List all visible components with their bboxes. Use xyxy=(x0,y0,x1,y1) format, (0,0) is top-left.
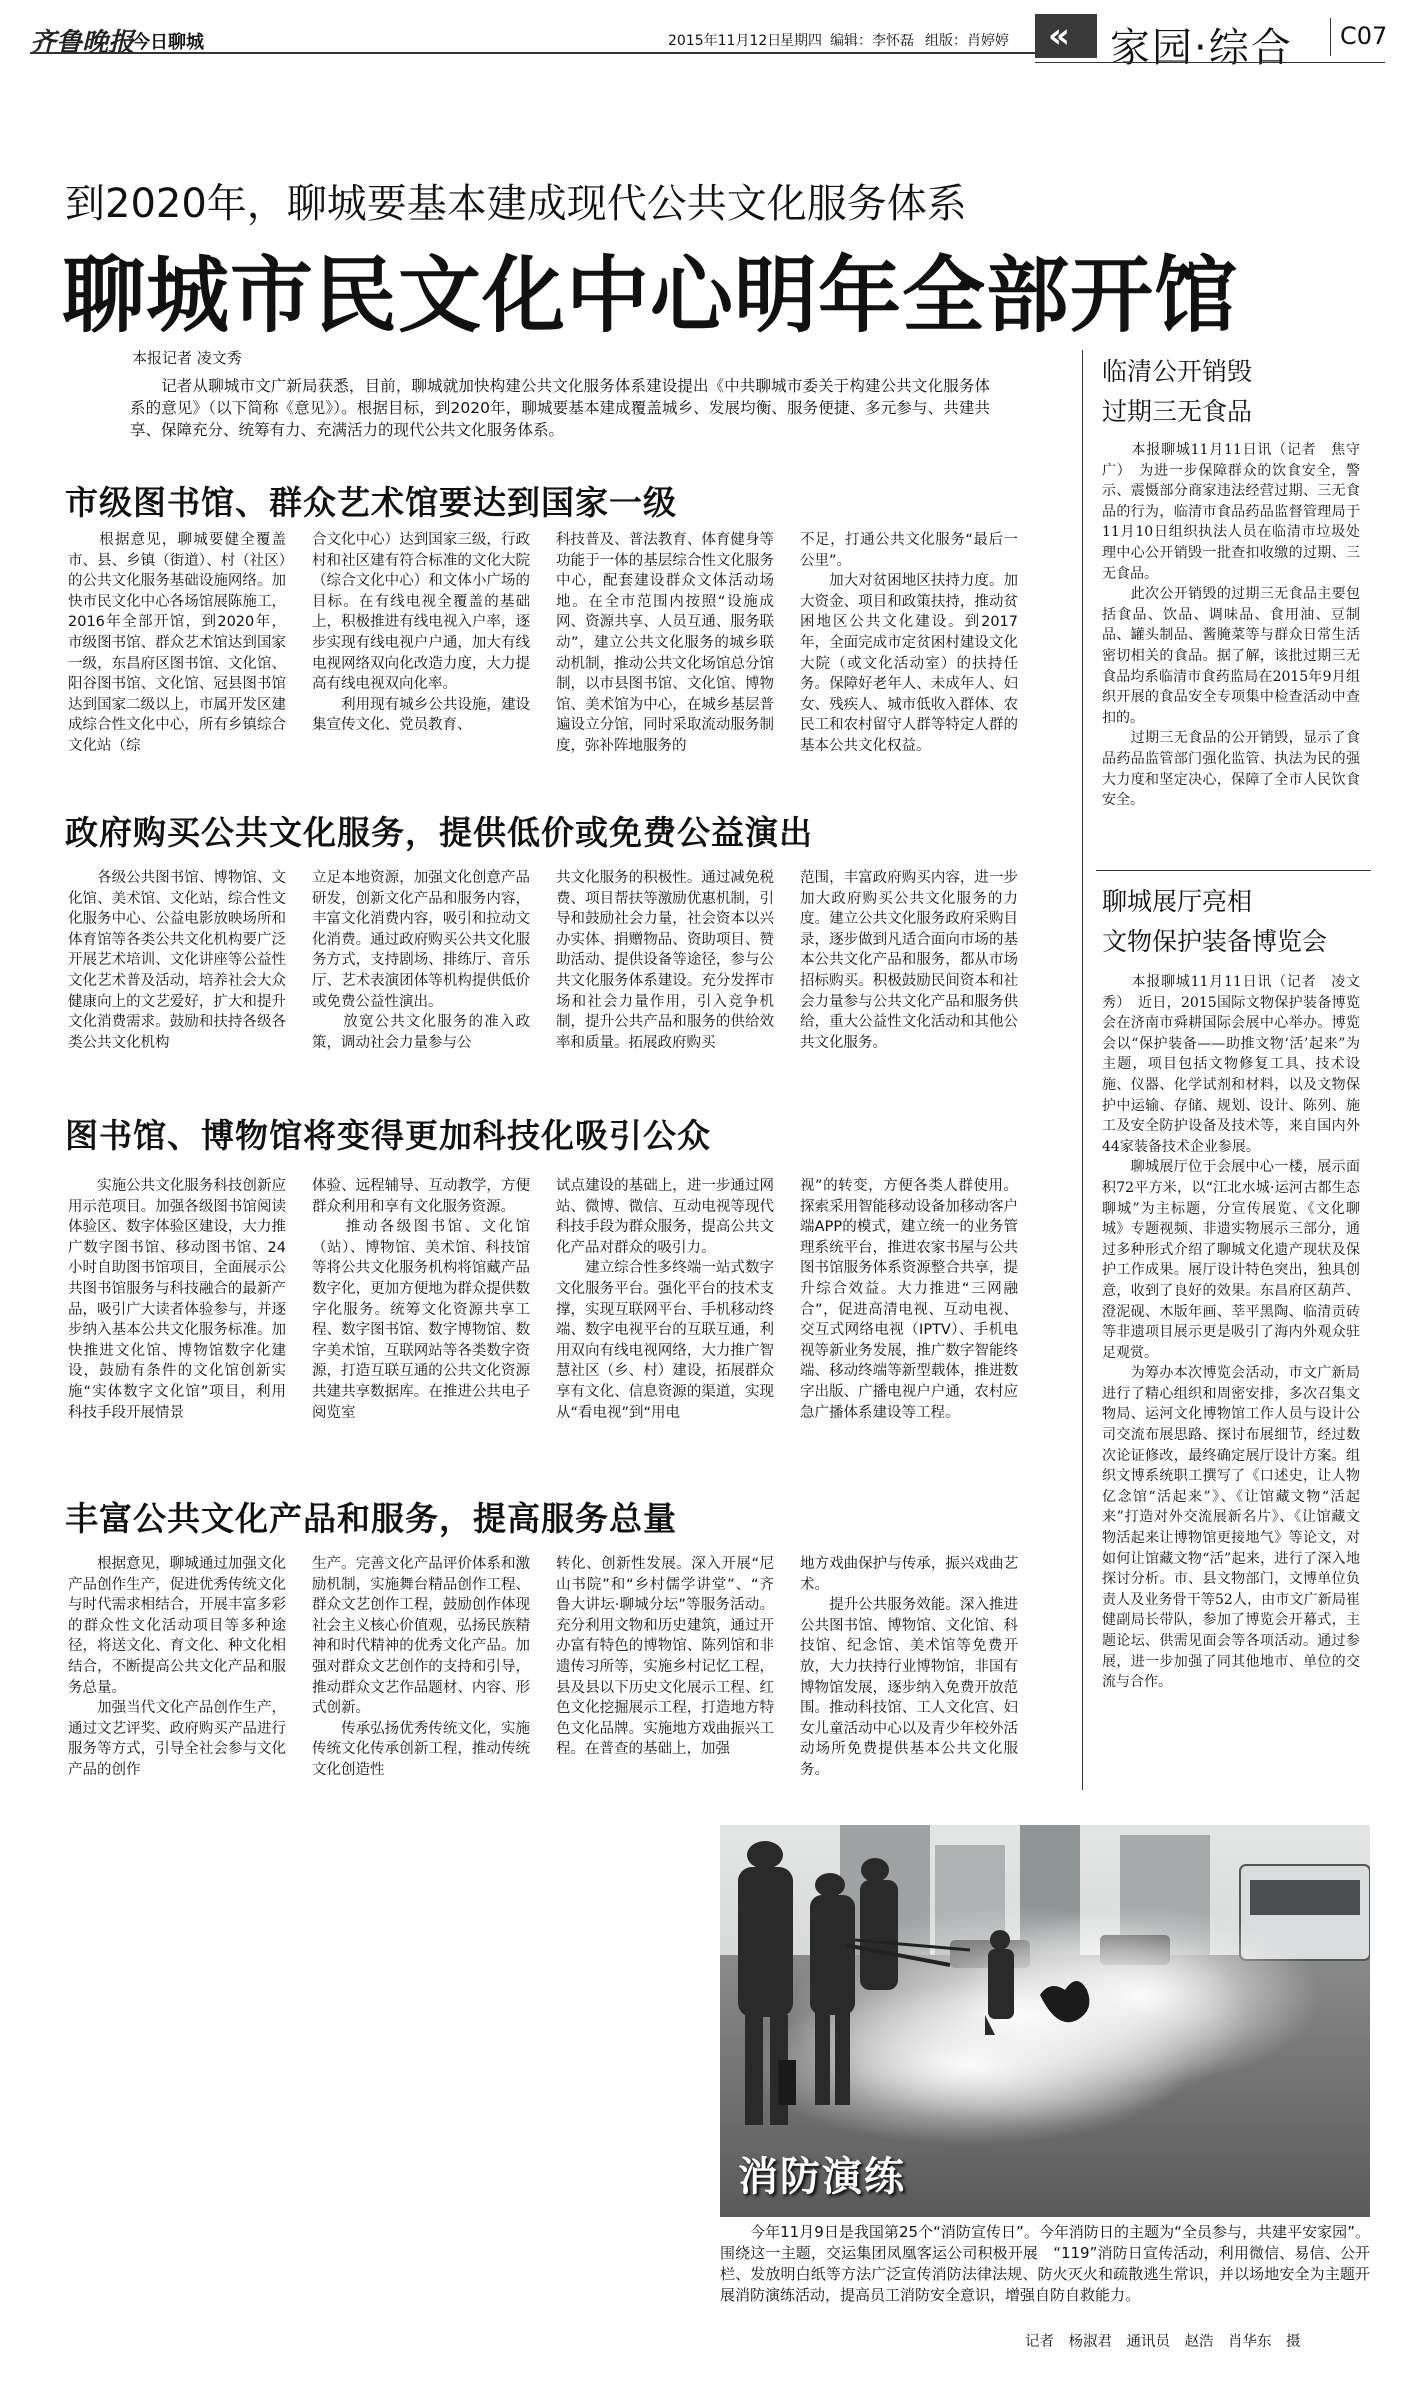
edition-label: 今日聊城 xyxy=(132,32,204,53)
header-rule xyxy=(30,52,1040,54)
sidebar-story-2-body: 本报聊城11月11日讯（记者 凌文秀） 近日，2015国际文物保护装备博览会在济南市舜耕国际会展中心举办。博览会以“保护装备——助推文物‘活’起来”为主题，项目包括文物修复工具、技术设施、仪器、化学试剂和材料，以及文物保护中运输、存储、规划、设计、陈列、施工及安全防护设备及技术等，来自国内外44家装备技术企业参展。 聊城展厅位于会展中心一楼，展示面积72平方米，以“江北水城·运河古都生态聊城”为主标题，分宣传展览、《文化聊城》专题视频、非遗实物展示三部分，通过多种形式介绍了聊城文化遗产现状及保护工作成果。展厅设计特色突出，独具创意，收到了良好的效果。东昌府区葫芦、澄泥砚、木版年画、莘平黑陶、临清贡砖等非遗项目展示更是吸引了海内外观众驻足观赏。 为筹办本次博览会活动，市文广新局进行了精心组织和周密安排，多次召集文物局、运河文化博物馆工作人员与设计公司交流布展思路、探讨布展细节，经过数次论证修改，最终确定展厅设计方案。组织文博系统职工撰写了《口述史，让人物亿念馆“活起来”》、《让馆藏文物“活起来”打造对外交流展新名片》、《让馆藏文物活起来让博物馆更接地气》等论文，对如何让馆藏文物“活”起来，进行了深入地探讨分析。市、县文物部门，文博单位负责人及业务骨干等52人，由市文广新局崔健副局长带队，参加了博览会开幕式，主题论坛、供需见面会等各项活动。通过参展，进一步加强了同其他地市、单位的交流与合作。 xyxy=(1102,974,1360,1691)
section-1-title: 市级图书馆、群众艺术馆要达到国家一级 xyxy=(65,483,677,522)
section-4-col-2: 生产。完善文化产品评价体系和激励机制，实施舞台精品创作工程、群众文艺创作工程，鼓励创作体现社会主义核心价值观，弘扬民族精神和时代精神的优秀文化产品。加强对群众文艺创作的支持和引导，推动群众文艺作品题材、内容、形式创新。 传承弘扬优秀传统文化，实施传统文化传承创新工程，推动传统文化创造性 xyxy=(312,1556,530,1778)
page-no-divider xyxy=(1330,18,1331,56)
section-4-col-1: 根据意见，聊城通过加强文化产品创作生产，促进优秀传统文化与时代需求相结合，开展丰富多彩的群众性文化活动项目等多种途径，将送文化、育文化、种文化相结合，不断提高公共文化产品和服务总量。 加强当代文化产品创作生产，通过文艺评奖、政府购买产品进行服务等方式，引导全社会参与文化产品的创作 xyxy=(68,1556,286,1778)
section-4-title: 丰富公共文化产品和服务，提高服务总量 xyxy=(65,1499,677,1538)
main-column-rule xyxy=(1082,350,1083,1790)
fire-drill-photo xyxy=(720,1825,1370,2217)
issue-weekday: 星期四 xyxy=(780,33,822,49)
photo-title: 消防演练 xyxy=(738,2154,906,2200)
lead-headline: 聊城市民文化中心明年全部开馆 xyxy=(62,247,1238,344)
section-1-col-4: 不足，打通公共文化服务“最后一公里”。 加大对贫困地区扶持力度。加大资金、项目和政策扶持，推动贫困地区公共文化建设。到2017年，全面完成市定贫困村建设文化大院（或文化活动室）的扶持任务。保障好老年人、未成年人、妇女、残疾人、城市低收入群体、农民工和农村留守人群等特定人群的基本公共文化权益。 xyxy=(800,532,1018,754)
lead-kicker: 到2020年，聊城要基本建成现代公共文化服务体系 xyxy=(65,181,967,227)
editor-credit: 编辑：李怀磊 xyxy=(830,33,914,49)
sidebar-story-1-title: 临清公开销毁 过期三无食品 xyxy=(1102,357,1253,426)
sidebar-divider xyxy=(1096,870,1371,871)
section-2-title: 政府购买公共文化服务，提供低价或免费公益演出 xyxy=(65,813,813,852)
section-3-col-1: 实施公共文化服务科技创新应用示范项目。加强各级图书馆阅读体验区、数字体验区建设，大力推广数字图书馆、移动图书馆、24小时自助图书馆项目，全面展示公共图书馆服务与科技融合的最新产品，吸引广大读者体验参与，并逐步纳入基本公共文化服务标准。加快推进文化馆、博物馆数字化建设，鼓励有条件的文化馆创新实施“实体数字文化馆”项目，利用科技手段开展情景 xyxy=(68,1178,286,1421)
chevron-double-icon: « xyxy=(1048,16,1070,56)
section-title: 家园·综合 xyxy=(1110,25,1293,71)
section-3-col-3: 试点建设的基础上，进一步通过网站、微博、微信、互动电视等现代科技手段为群众服务，提高公共文化产品对群众的吸引力。 建立综合性多终端一站式数字文化服务平台。强化平台的技术支撑，实现互联网平台、手机移动终端、数字电视平台的互联互通，利用双向有线电视网络，大力推广智慧社区（乡、村）建设，拓展群众享有文化、信息资源的渠道，实现从“看电视”到“用电 xyxy=(556,1178,774,1421)
header-underline xyxy=(1035,62,1385,63)
sidebar-story-2-title: 聊城展厅亮相 文物保护装备博览会 xyxy=(1102,887,1328,956)
section-3-col-4: 视”的转变，方便各类人群使用。探索采用智能移动设备加移动客户端APP的模式，建立统一的业务管理系统平台，推进农家书屋与公共图书馆服务体系资源整合共享，提升综合效益。大力推进“三网融合”，促进高清电视、互动电视、交互式网络电视（IPTV）、手机电视等新业务发展，推广数字智能终端、移动终端等新型载体，推进数字出版、广播电视户户通，农村应急广播体系建设等工程。 xyxy=(800,1178,1018,1421)
section-1-col-1: 根据意见，聊城要健全覆盖市、县、乡镇（街道）、村（社区）的公共文化服务基础设施网络。加快市民文化中心各场馆展陈施工，2016年全部开馆，到2020年，市级图书馆、群众艺术馆达到国家一级，东昌府区图书馆、文化馆、阳谷图书馆、文化馆、冠县图书馆达到国家二级以上，市属开发区建成综合性文化中心，所有乡镇综合文化站（综 xyxy=(68,532,286,754)
designer-credit: 组版：肖婷婷 xyxy=(925,33,1009,49)
section-2-col-1: 各级公共图书馆、博物馆、文化馆、美术馆、文化站，综合性文化服务中心、公益电影放映场所和体育馆等各类公共文化机构要广泛开展艺术培训、文化讲座等公益性文化艺术普及活动，培养社会大众健康向上的文艺爱好，扩大和提升文化消费需求。鼓励和扶持各级各类公共文化机构 xyxy=(68,870,286,1051)
section-3-title: 图书馆、博物馆将变得更加科技化吸引公众 xyxy=(65,1116,711,1155)
lead-intro: 记者从聊城市文广新局获悉，目前，聊城就加快构建公共文化服务体系建设提出《中共聊城市委关于构建公共文化服务体系的意见》（以下简称《意见》）。根据目标，到2020年，聊城要基本建成覆盖城乡、发展均衡、服务便捷、多元参与、共建共享、保障充分、统筹有力、充满活力的现代公共文化服务体系。 xyxy=(130,377,990,439)
section-1-col-3: 科技普及、普法教育、体育健身等功能于一体的基层综合性文化服务中心，配套建设群众文体活动场地。在全市范围内按照“设施成网、资源共享、人员互通、服务联动”，建立公共文化服务的城乡联动机制，推动公共文化场馆总分馆制，以市县图书馆、文化馆、博物馆、美术馆为中心，在城乡基层普遍设立分馆，同时采取流动服务制度，弥补阵地服务的 xyxy=(556,532,774,754)
sidebar-story-1-body: 本报聊城11月11日讯（记者 焦守广） 为进一步保障群众的饮食安全，警示、震慑部分商家违法经营过期、三无食品的行为，临清市食品药品监督管理局于11月10日组织执法人员在临清市垃圾处理中心公开销毁一批查扣收缴的过期、三无食品。 此次公开销毁的过期三无食品主要包括食品、饮品、调味品、食用油、豆制品、罐头制品、酱腌菜等与群众日常生活密切相关的食品。据了解，该批过期三无食品均系临清市食药监局在2015年9月组织开展的食品安全专项集中检查活动中查扣的。 过期三无食品的公开销毁，显示了食品药品监管部门强化监管、执法为民的强大力度和坚定决心，保障了全市人民饮食安全。 xyxy=(1102,442,1360,809)
section-2-col-4: 范围，丰富政府购买内容，进一步加大政府购买公共文化服务的力度。建立公共文化服务政府采购目录，逐步做到凡适合面向市场的基本公共文化产品和服务，都从市场招标购买。积极鼓励民间资本和社会力量参与公共文化产品和服务供给，重大公益性文化活动和其他公共文化服务。 xyxy=(800,870,1018,1051)
section-4-col-4: 地方戏曲保护与传承，振兴戏曲艺术。 提升公共服务效能。深入推进公共图书馆、博物馆、文化馆、科技馆、纪念馆、美术馆等免费开放，大力扶持行业博物馆，非国有博物馆发展，逐步纳入免费开放范围。推动科技馆、工人文化宫、妇女儿童活动中心以及青少年校外活动场所免费提供基本公共文化服务。 xyxy=(800,1556,1018,1778)
page-number: C07 xyxy=(1340,22,1388,50)
issue-date: 2015年11月12日 xyxy=(668,33,782,49)
section-2-col-2: 立足本地资源，加强文化创意产品研发，创新文化产品和服务内容，丰富文化消费内容，吸引和拉动文化消费。通过政府购买公共文化服务方式，支持剧场、排练厅、音乐厅、艺术表演团体等机构提供低价或免费公益性演出。 放宽公共文化服务的准入政策，调动社会力量参与公 xyxy=(312,870,530,1051)
masthead: 齐鲁晚报 xyxy=(30,28,135,58)
section-4-col-3: 转化、创新性发展。深入开展“尼山书院”和“乡村儒学讲堂”、“齐鲁大讲坛·聊城分坛”等服务活动。充分利用文物和历史建筑，通过开办富有特色的博物馆、陈列馆和非遗传习所等，实施乡村记忆工程，县及县以下历史文化展示工程、红色文化挖掘展示工程，打造地方特色文化品牌。实施地方戏曲振兴工程。在普查的基础上，加强 xyxy=(556,1556,774,1758)
section-2-col-3: 共文化服务的积极性。通过减免税费、项目帮扶等激励优惠机制，引导和鼓励社会力量，社会资本以兴办实体、捐赠物品、资助项目、赞助活动、提供设备等途径，参与公共文化服务体系建设。充分发挥市场和社会力量作用，引入竞争机制，提升公共产品和服务的供给效率和质量。拓展政府购买 xyxy=(556,870,774,1051)
section-3-col-2: 体验、远程辅导、互动教学，方便群众利用和享有文化服务资源。 推动各级图书馆、文化馆（站）、博物馆、美术馆、科技馆等将公共文化服务机构将馆藏产品数字化，更加方便地为群众提供数字化服务。统筹文化资源共享工程、数字图书馆、数字博物馆、数字美术馆，互联网站等各类数字资源，打造互联互通的公共文化资源共建共享数据库。在推进公共电子阅览室 xyxy=(312,1178,530,1421)
lead-byline: 本报记者 凌文秀 xyxy=(132,349,242,367)
photo-credit: 记者 杨淑君 通讯员 赵浩 肖华东 摄 xyxy=(1025,2334,1301,2350)
section-1-col-2: 合文化中心）达到国家三级，行政村和社区建有符合标准的文化大院（综合文化中心）和文体小广场的目标。在有线电视全覆盖的基础上，积极推进有线电视入户率，逐步实现有线电视户户通，加大有线电视网络双向化改造力度，大力提高有线电视双向化率。 利用现有城乡公共设施，建设集宣传文化、党员教育、 xyxy=(312,532,530,734)
photo-caption: 今年11月9日是我国第25个“消防宣传日”。今年消防日的主题为“全员参与，共建平安家园”。围绕这一主题，交运集团凤凰客运公司积极开展 “119”消防日宣传活动，利用微信、易信、公开栏、发放明白纸等方法广泛宣传消防法律法规、防火灭火和疏散逃生常识，并以场地安全为主题开展消防演练活动，提高员工消防安全意识，增强自防自救能力。 xyxy=(720,2223,1370,2304)
